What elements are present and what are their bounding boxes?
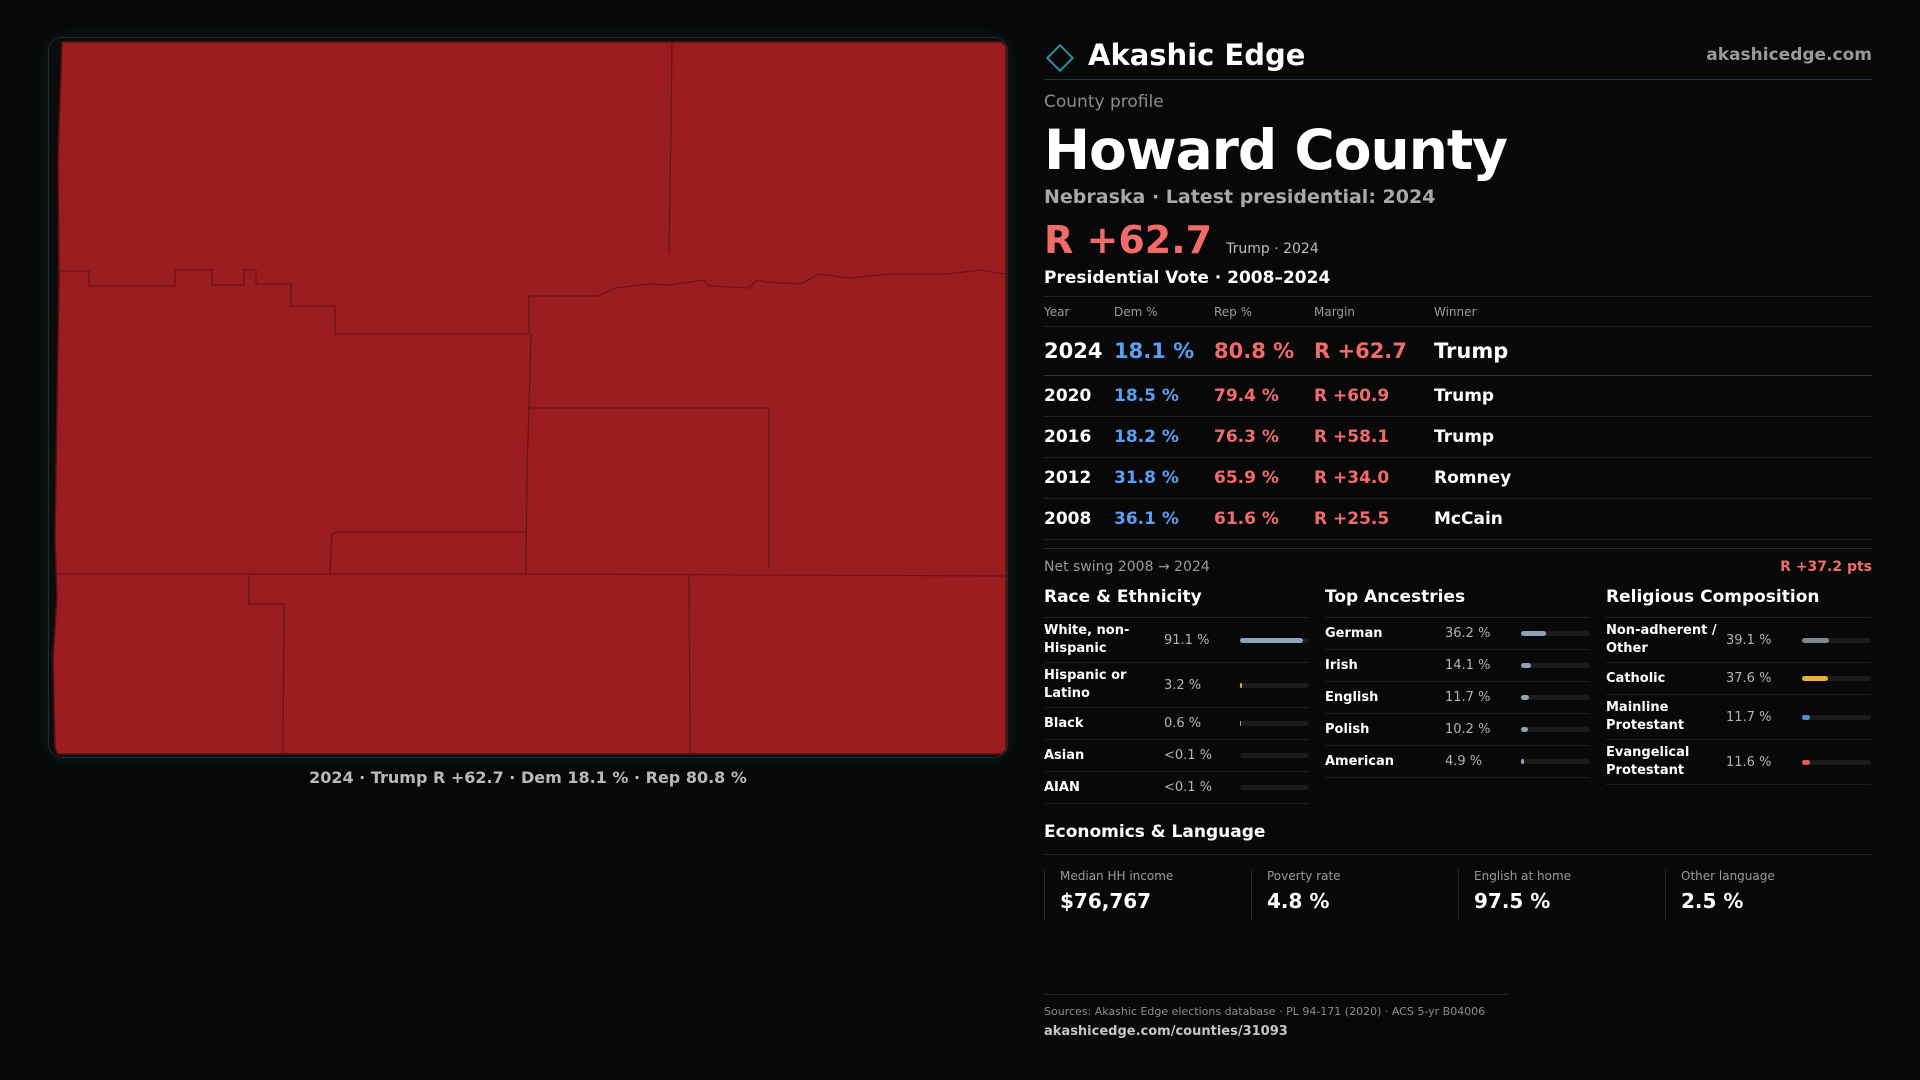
stat-value: 11.6 % xyxy=(1726,754,1772,770)
winner-cell: Trump xyxy=(1434,376,1872,417)
stat-bar-fill xyxy=(1521,727,1528,732)
table-row xyxy=(1044,458,1872,499)
stat-bar-fill xyxy=(1521,759,1524,764)
stat-row xyxy=(1606,695,1871,740)
stat-bar-fill xyxy=(1521,695,1529,700)
stat-bar-fill xyxy=(1802,676,1828,681)
page-title: Howard County xyxy=(1044,118,1507,182)
stat-row xyxy=(1325,746,1590,778)
dem-cell: 18.1 % xyxy=(1114,327,1214,376)
winner-cell: Romney xyxy=(1434,458,1872,499)
economics-grid xyxy=(1044,869,1872,921)
stat-bar xyxy=(1802,638,1871,643)
headline-note: Trump · 2024 xyxy=(1226,241,1319,257)
ancestries-title: Top Ancestries xyxy=(1325,587,1590,618)
stat-bar xyxy=(1240,753,1309,758)
margin-cell: R +58.1 xyxy=(1314,417,1434,458)
stat-bar xyxy=(1240,721,1309,726)
stat-bar-fill xyxy=(1240,721,1241,726)
stat-label: Asian xyxy=(1044,747,1085,763)
stat-bar xyxy=(1521,759,1590,764)
stat-row xyxy=(1044,618,1309,663)
column-header-margin: Margin xyxy=(1314,297,1434,327)
dem-cell: 18.5 % xyxy=(1114,376,1214,417)
stat-bar xyxy=(1521,663,1590,668)
dem-cell: 31.8 % xyxy=(1114,458,1214,499)
stat-bar-fill xyxy=(1240,638,1303,643)
map-caption: 2024 · Trump R +62.7 · Dem 18.1 % · Rep 80.8 % xyxy=(309,768,747,787)
ancestries-list xyxy=(1325,618,1590,778)
stat-row xyxy=(1325,682,1590,714)
stat-bar xyxy=(1240,638,1309,643)
economics-title: Economics & Language xyxy=(1044,822,1872,855)
stat-label: Evangelical Protestant xyxy=(1606,745,1690,778)
rep-cell: 79.4 % xyxy=(1214,376,1314,417)
stat-value: 3.2 % xyxy=(1164,677,1202,693)
stat-bar xyxy=(1802,760,1871,765)
econ-value: 4.8 % xyxy=(1267,889,1330,913)
stat-label: German xyxy=(1325,625,1383,641)
site-url-link[interactable]: akashicedge.com xyxy=(1706,44,1872,65)
net-swing-value: R +37.2 pts xyxy=(1780,559,1872,575)
religion-list xyxy=(1606,618,1871,785)
county-profile-panel xyxy=(1044,30,1872,921)
stat-value: 37.6 % xyxy=(1726,671,1772,686)
brand-name: Akashic Edge xyxy=(1088,37,1306,72)
year-cell: 2020 xyxy=(1044,376,1114,417)
table-row xyxy=(1044,376,1872,417)
rep-cell: 61.6 % xyxy=(1214,499,1314,540)
column-header-rep: Rep % xyxy=(1214,297,1314,327)
table-row xyxy=(1044,327,1872,376)
race-ethnicity-section xyxy=(1044,587,1309,804)
stat-row xyxy=(1325,714,1590,746)
year-cell: 2008 xyxy=(1044,499,1114,540)
stat-label: Polish xyxy=(1325,721,1370,737)
stat-bar-fill xyxy=(1802,760,1810,765)
page-subtitle: Nebraska · Latest presidential: 2024 xyxy=(1044,186,1436,208)
stat-value: 91.1 % xyxy=(1164,632,1210,648)
margin-cell: R +62.7 xyxy=(1314,327,1434,376)
stat-label: Mainline Protestant xyxy=(1606,700,1685,733)
stat-label: White, non-Hispanic xyxy=(1044,623,1130,656)
sources-footer xyxy=(1044,994,1508,1039)
stat-label: Non-adherent / Other xyxy=(1606,623,1717,656)
stat-value: <0.1 % xyxy=(1164,780,1213,795)
stat-label: English xyxy=(1325,689,1379,705)
stat-label: AIAN xyxy=(1044,779,1080,795)
ancestries-section xyxy=(1325,587,1590,804)
presidential-vote-title: Presidential Vote · 2008–2024 xyxy=(1044,268,1331,288)
stat-row xyxy=(1606,740,1871,785)
year-cell: 2024 xyxy=(1044,327,1114,376)
stat-row xyxy=(1044,708,1309,740)
margin-cell: R +60.9 xyxy=(1314,376,1434,417)
page-kicker: County profile xyxy=(1044,92,1164,112)
econ-label: Other language xyxy=(1681,869,1775,883)
presidential-vote-table xyxy=(1044,296,1872,540)
stat-value: 11.7 % xyxy=(1726,709,1772,725)
race-ethnicity-list xyxy=(1044,618,1309,804)
rep-cell: 65.9 % xyxy=(1214,458,1314,499)
econ-cell-english xyxy=(1458,869,1665,921)
stat-bar xyxy=(1521,631,1590,636)
county-map-svg xyxy=(49,38,1008,758)
stat-value: 11.7 % xyxy=(1445,690,1491,705)
stat-row xyxy=(1044,740,1309,772)
stat-label: Catholic xyxy=(1606,670,1666,686)
year-cell: 2016 xyxy=(1044,417,1114,458)
margin-cell: R +34.0 xyxy=(1314,458,1434,499)
stat-value: 39.1 % xyxy=(1726,632,1772,648)
stat-bar xyxy=(1240,785,1309,790)
stat-bar xyxy=(1240,683,1309,688)
table-row xyxy=(1044,499,1872,540)
stat-row xyxy=(1606,663,1871,695)
stat-value: 4.9 % xyxy=(1445,754,1483,769)
brand[interactable] xyxy=(1044,38,1305,72)
stat-row xyxy=(1044,663,1309,708)
dem-cell: 18.2 % xyxy=(1114,417,1214,458)
winner-cell: Trump xyxy=(1434,327,1872,376)
stat-value: 0.6 % xyxy=(1164,716,1202,731)
diamond-logo-icon xyxy=(1046,43,1074,71)
econ-value: 2.5 % xyxy=(1681,889,1744,913)
rep-cell: 80.8 % xyxy=(1214,327,1314,376)
stat-label: Hispanic or Latino xyxy=(1044,668,1127,701)
county-page-link[interactable]: akashicedge.com/counties/31093 xyxy=(1044,1024,1288,1039)
margin-cell: R +25.5 xyxy=(1314,499,1434,540)
stat-bar xyxy=(1521,695,1590,700)
econ-value: 97.5 % xyxy=(1474,889,1551,913)
stat-bar xyxy=(1802,715,1871,720)
stat-row xyxy=(1325,618,1590,650)
stat-label: Irish xyxy=(1325,657,1358,673)
dem-cell: 36.1 % xyxy=(1114,499,1214,540)
rep-cell: 76.3 % xyxy=(1214,417,1314,458)
net-swing xyxy=(1044,548,1872,575)
religion-title: Religious Composition xyxy=(1606,587,1871,618)
econ-value: $76,767 xyxy=(1060,889,1152,913)
stat-bar-fill xyxy=(1240,683,1242,688)
econ-label: Poverty rate xyxy=(1267,869,1341,883)
econ-cell-poverty xyxy=(1251,869,1458,921)
stat-label: Black xyxy=(1044,715,1084,731)
stat-bar-fill xyxy=(1521,663,1531,668)
stat-value: 14.1 % xyxy=(1445,658,1491,673)
net-swing-label: Net swing 2008 → 2024 xyxy=(1044,559,1210,575)
econ-cell-other-language xyxy=(1665,869,1872,921)
winner-cell: McCain xyxy=(1434,499,1872,540)
stat-bar-fill xyxy=(1802,715,1810,720)
stat-row xyxy=(1044,772,1309,804)
stat-row xyxy=(1606,618,1871,663)
stat-label: American xyxy=(1325,753,1395,769)
econ-label: English at home xyxy=(1474,869,1572,883)
brand-header xyxy=(1044,30,1872,80)
stat-bar xyxy=(1521,727,1590,732)
table-header-row xyxy=(1044,297,1872,327)
table-row xyxy=(1044,417,1872,458)
column-header-year: Year xyxy=(1044,297,1114,327)
stat-row xyxy=(1325,650,1590,682)
county-map[interactable] xyxy=(48,37,1008,758)
stat-value: <0.1 % xyxy=(1164,748,1213,763)
econ-label: Median HH income xyxy=(1060,869,1174,883)
race-ethnicity-title: Race & Ethnicity xyxy=(1044,587,1309,618)
stat-bar xyxy=(1802,676,1871,681)
stat-value: 10.2 % xyxy=(1445,722,1491,737)
headline-margin: R +62.7 xyxy=(1044,218,1213,262)
religion-section xyxy=(1606,587,1871,804)
headline-result xyxy=(1044,218,1872,262)
column-header-winner: Winner xyxy=(1434,297,1872,327)
column-header-dem: Dem % xyxy=(1114,297,1214,327)
demographics-columns xyxy=(1044,587,1872,804)
stat-bar-fill xyxy=(1521,631,1546,636)
stat-bar-fill xyxy=(1802,638,1829,643)
econ-cell-income xyxy=(1044,869,1251,921)
stat-value: 36.2 % xyxy=(1445,626,1491,641)
winner-cell: Trump xyxy=(1434,417,1872,458)
sources-text: Sources: Akashic Edge elections database · PL 94-171 (2020) · ACS 5-yr B04006 xyxy=(1044,1005,1486,1018)
year-cell: 2012 xyxy=(1044,458,1114,499)
